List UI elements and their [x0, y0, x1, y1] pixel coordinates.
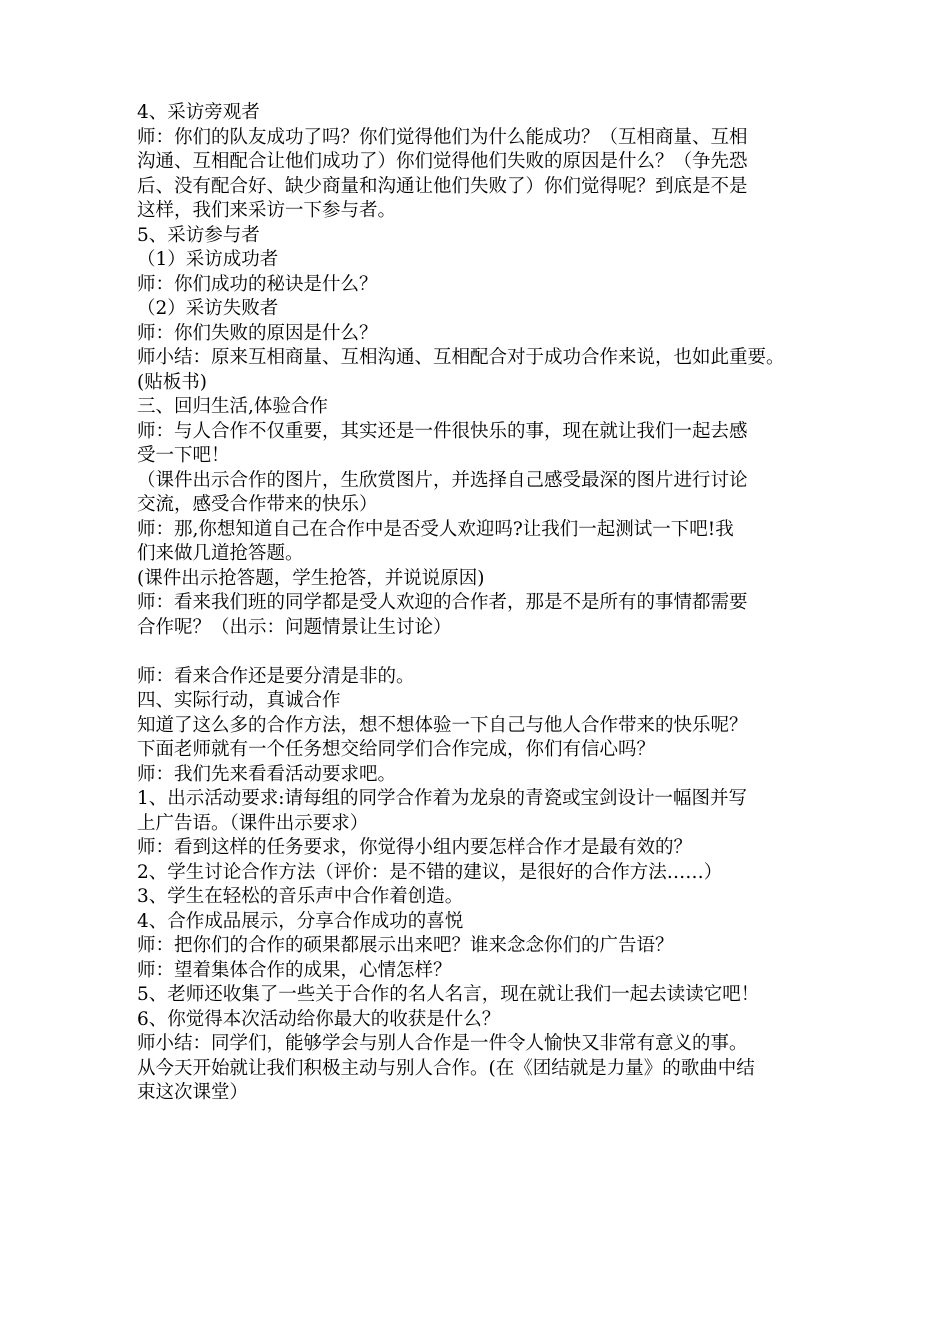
text-line: 5、老师还收集了一些关于合作的名人名言，现在就让我们一起去读读它吧！ — [137, 984, 760, 1005]
text-line: 师：与人合作不仅重要，其实还是一件很快乐的事，现在就让我们一起去感 — [137, 420, 748, 442]
text-line: 师：你们成功的秘诀是什么？ — [137, 273, 378, 295]
text-line: 交流，感受合作带来的快乐） — [137, 494, 378, 515]
text-line: 5、采访参与者 — [137, 224, 260, 246]
text-line: 后、没有配合好、缺少商量和沟通让他们失败了）你们觉得呢？到底是不是 — [137, 175, 748, 197]
text-line: 1、出示活动要求:请每组的同学合作着为龙泉的青瓷或宝剑设计一幅图并写 — [137, 788, 748, 809]
text-line: 三、回归生活,体验合作 — [137, 396, 328, 417]
text-line: 师：把你们的合作的硕果都展示出来吧？谁来念念你们的广告语？ — [137, 935, 674, 956]
text-line: 上广告语。（课件出示要求） — [137, 812, 369, 834]
text-line: 从今天开始就让我们积极主动与别人合作。(在《团结就是力量》的歌曲中结 — [137, 1057, 755, 1079]
text-line: 6、你觉得本次活动给你最大的收获是什么？ — [137, 1008, 501, 1030]
text-line: 下面老师就有一个任务想交给同学们合作完成，你们有信心吗？ — [137, 739, 656, 760]
text-line: (贴板书) — [137, 371, 207, 393]
text-line: 4、采访旁观者 — [137, 102, 260, 123]
text-line: 们来做几道抢答题。 — [137, 543, 304, 564]
text-line: 师：看到这样的任务要求，你觉得小组内要怎样合作才是最有效的？ — [137, 837, 693, 858]
text-line: 2、学生讨论合作方法（评价：是不错的建议，是很好的合作方法……） — [137, 861, 723, 883]
text-line: （2）采访失败者 — [137, 298, 279, 319]
text-line: 师：看来我们班的同学都是受人欢迎的合作者，那是不是所有的事情都需要 — [137, 592, 748, 613]
text-line: 师：我们先来看看活动要求吧。 — [137, 763, 397, 785]
text-line: 师小结：同学们，能够学会与别人合作是一件令人愉快又非常有意义的事。 — [137, 1033, 748, 1054]
text-line: 知道了这么多的合作方法，想不想体验一下自己与他人合作带来的快乐呢？ — [137, 714, 748, 736]
text-line: （课件出示合作的图片，生欣赏图片，并选择自己感受最深的图片进行讨论 — [137, 469, 748, 491]
text-line: 合作呢？（出示：问题情景让生讨论） — [137, 616, 452, 638]
text-line: 4、合作成品展示，分享合作成功的喜悦 — [137, 910, 464, 932]
text-line: 这样，我们来采访一下参与者。 — [137, 200, 397, 221]
text-line: 师：你们的队友成功了吗？你们觉得他们为什么能成功？（互相商量、互相 — [137, 126, 748, 148]
text-line: 沟通、互相配合让他们成功了）你们觉得他们失败的原因是什么？（争先恐 — [137, 151, 748, 172]
text-line: （1）采访成功者 — [137, 249, 279, 270]
text-line: 3、学生在轻松的音乐声中合作着创造。 — [137, 886, 464, 907]
text-line: (课件出示抢答题，学生抢答，并说说原因) — [137, 567, 485, 589]
text-line: 师小结：原来互相商量、互相沟通、互相配合对于成功合作来说，也如此重要。 — [137, 347, 785, 368]
text-line: 四、实际行动，真诚合作 — [137, 690, 341, 711]
text-line: 受一下吧！ — [137, 445, 230, 466]
text-line: 师：你们失败的原因是什么？ — [137, 322, 378, 344]
document-body — [137, 101, 827, 1106]
text-line: 师：那,你想知道自己在合作中是否受人欢迎吗?让我们一起测试一下吧!我 — [137, 518, 734, 540]
text-line: 师：看来合作还是要分清是非的。 — [137, 665, 415, 687]
text-line: 束这次课堂） — [137, 1082, 249, 1103]
blank-line — [137, 640, 827, 665]
text-line: 师：望着集体合作的成果，心情怎样？ — [137, 959, 452, 981]
